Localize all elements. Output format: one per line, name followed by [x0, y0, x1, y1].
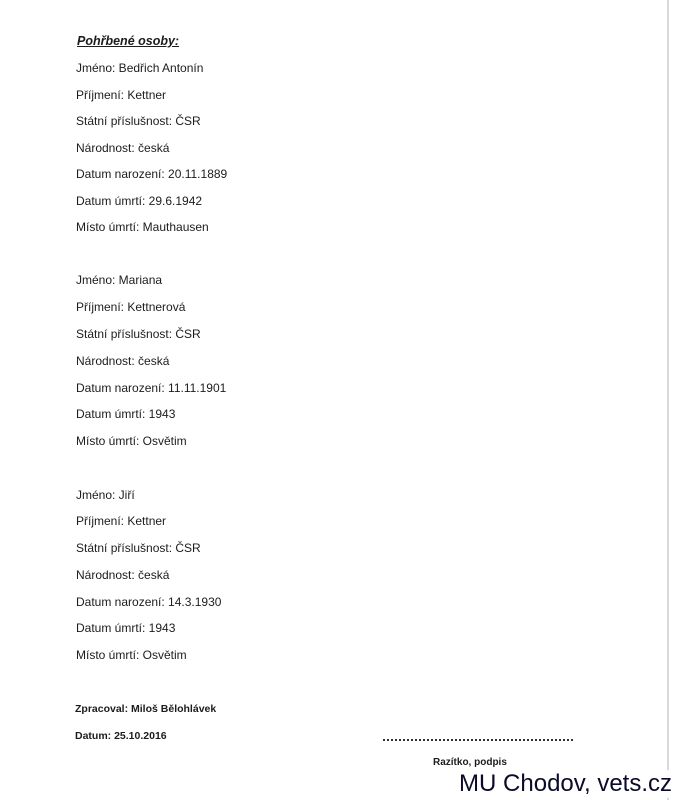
person-3-narodnost: Národnost: česká	[76, 568, 170, 582]
person-1-prijmeni: Příjmení: Kettner	[76, 88, 167, 102]
person-1-narodnost: Národnost: česká	[76, 141, 170, 155]
person-2-misto-umrti: Místo úmrtí: Osvětim	[76, 434, 187, 448]
person-3-datum-narozeni: Datum narození: 14.3.1930	[76, 595, 222, 609]
person-1-datum-narozeni: Datum narození: 20.11.1889	[76, 167, 228, 181]
zpracoval-line: Zpracoval: Miloš Bělohlávek	[75, 703, 217, 715]
stamp-signature-label: Razítko, podpis	[433, 757, 507, 768]
signature-line	[383, 739, 573, 741]
person-3-datum-umrti: Datum úmrtí: 1943	[76, 621, 176, 635]
person-2-prijmeni: Příjmení: Kettnerová	[76, 300, 186, 314]
person-2-datum-narozeni: Datum narození: 11.11.1901	[76, 381, 227, 395]
person-2-datum-umrti: Datum úmrtí: 1943	[76, 407, 176, 421]
person-1-misto-umrti: Místo úmrtí: Mauthausen	[76, 220, 209, 234]
section-heading: Pohřbené osoby:	[77, 34, 180, 48]
person-3-jmeno: Jméno: Jiří	[76, 488, 135, 502]
person-2-narodnost: Národnost: česká	[76, 354, 170, 368]
person-3-misto-umrti: Místo úmrtí: Osvětim	[76, 648, 187, 662]
datum-line: Datum: 25.10.2016	[75, 730, 167, 742]
person-1-jmeno: Jméno: Bedřich Antonín	[76, 61, 204, 75]
person-3-statni-prislusnost: Státní příslušnost: ČSR	[76, 541, 201, 555]
person-3-prijmeni: Příjmení: Kettner	[76, 514, 167, 528]
person-2-statni-prislusnost: Státní příslušnost: ČSR	[76, 327, 201, 341]
page-edge	[667, 0, 669, 800]
watermark: MU Chodov, vets.cz	[459, 770, 672, 797]
person-2-jmeno: Jméno: Mariana	[76, 273, 163, 287]
person-1-statni-prislusnost: Státní příslušnost: ČSR	[76, 114, 201, 128]
person-1-datum-umrti: Datum úmrtí: 29.6.1942	[76, 194, 203, 208]
